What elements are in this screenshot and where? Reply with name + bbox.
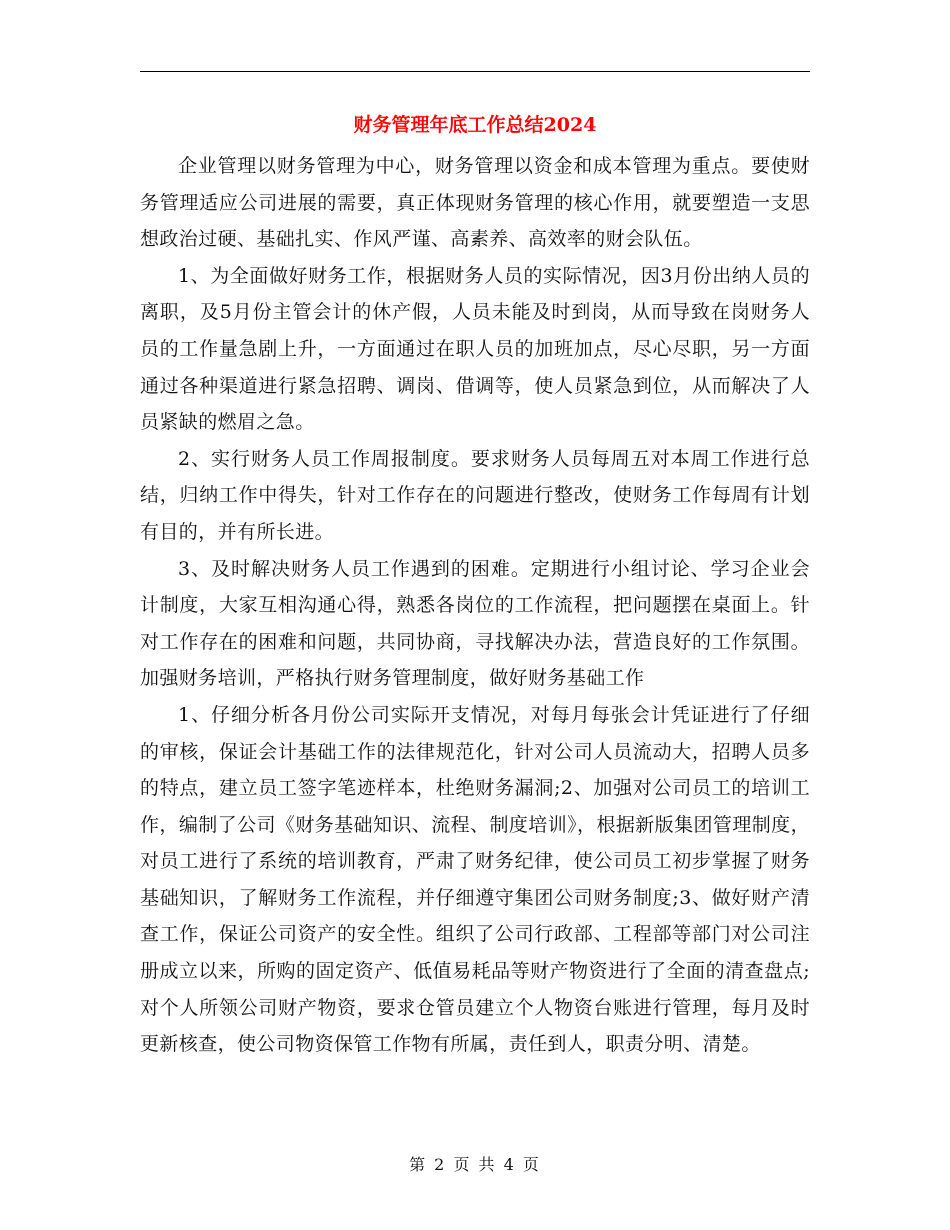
paragraph-intro: 企业管理以财务管理为中心，财务管理以资金和成本管理为重点。要使财务管理适应公司进展的需要，真正体现财务管理的核心作用，就要塑造一支思想政治过硬、基础扎实、作风严谨、高素养、高效率的财会队伍。: [140, 155, 810, 251]
paragraph-weekly-report: 2、实行财务人员工作周报制度。要求财务人员每周五对本周工作进行总结，归纳工作中得失，针对工作存在的问题进行整改，使财务工作每周有计划有目的，并有所长进。: [140, 447, 810, 543]
paragraph-basic-work: 1、仔细分析各月份公司实际开支情况，对每月每张会计凭证进行了仔细的审核，保证会计基础工作的法律规范化，针对公司人员流动大，招聘人员多的特点，建立员工签字笔迹样本，杜绝财务漏洞;2、加强对公司员工的培训工作，编制了公司《财务基础知识、流程、制度培训》，根据新版集团管理制度，对员工进行了系统的培训教育，严肃了财务纪律，使公司员工初步掌握了财务基础知识，了解财务工作流程，并仔细遵守集团公司财务制度;3、做好财产清查工作，保证公司资产的安全性。组织了公司行政部、工程部等部门对公司注册成立以来，所购的固定资产、低值易耗品等财产物资进行了全面的清查盘点;对个人所领公司财产物资，要求仓管员建立个人物资台账进行管理，每月及时更新核查，使公司物资保管工作物有所属，责任到人，职责分明、清楚。: [140, 703, 810, 1056]
paragraph-staffing: 1、为全面做好财务工作，根据财务人员的实际情况，因3月份出纳人员的离职，及5月份主管会计的休产假，人员未能及时到岗，从而导致在岗财务人员的工作量急剧上升，一方面通过在职人员的加班加点，尽心尽职，另一方面通过各种渠道进行紧急招聘、调岗、借调等，使人员紧急到位，从而解决了人员紧缺的燃眉之急。: [140, 264, 810, 434]
page-number: 第 2 页 共 4 页: [409, 1155, 541, 1174]
header-rule: [140, 71, 810, 72]
paragraph-difficulties: 3、及时解决财务人员工作遇到的困难。定期进行小组讨论、学习企业会计制度，大家互相沟通心得，熟悉各岗位的工作流程，把问题摆在桌面上。针对工作存在的困难和问题，共同协商，寻找解决办法，营造良好的工作氛围。加强财务培训，严格执行财务管理制度，做好财务基础工作: [140, 557, 810, 690]
document-body: [140, 148, 810, 1063]
document-title: 财务管理年底工作总结2024: [353, 114, 597, 136]
